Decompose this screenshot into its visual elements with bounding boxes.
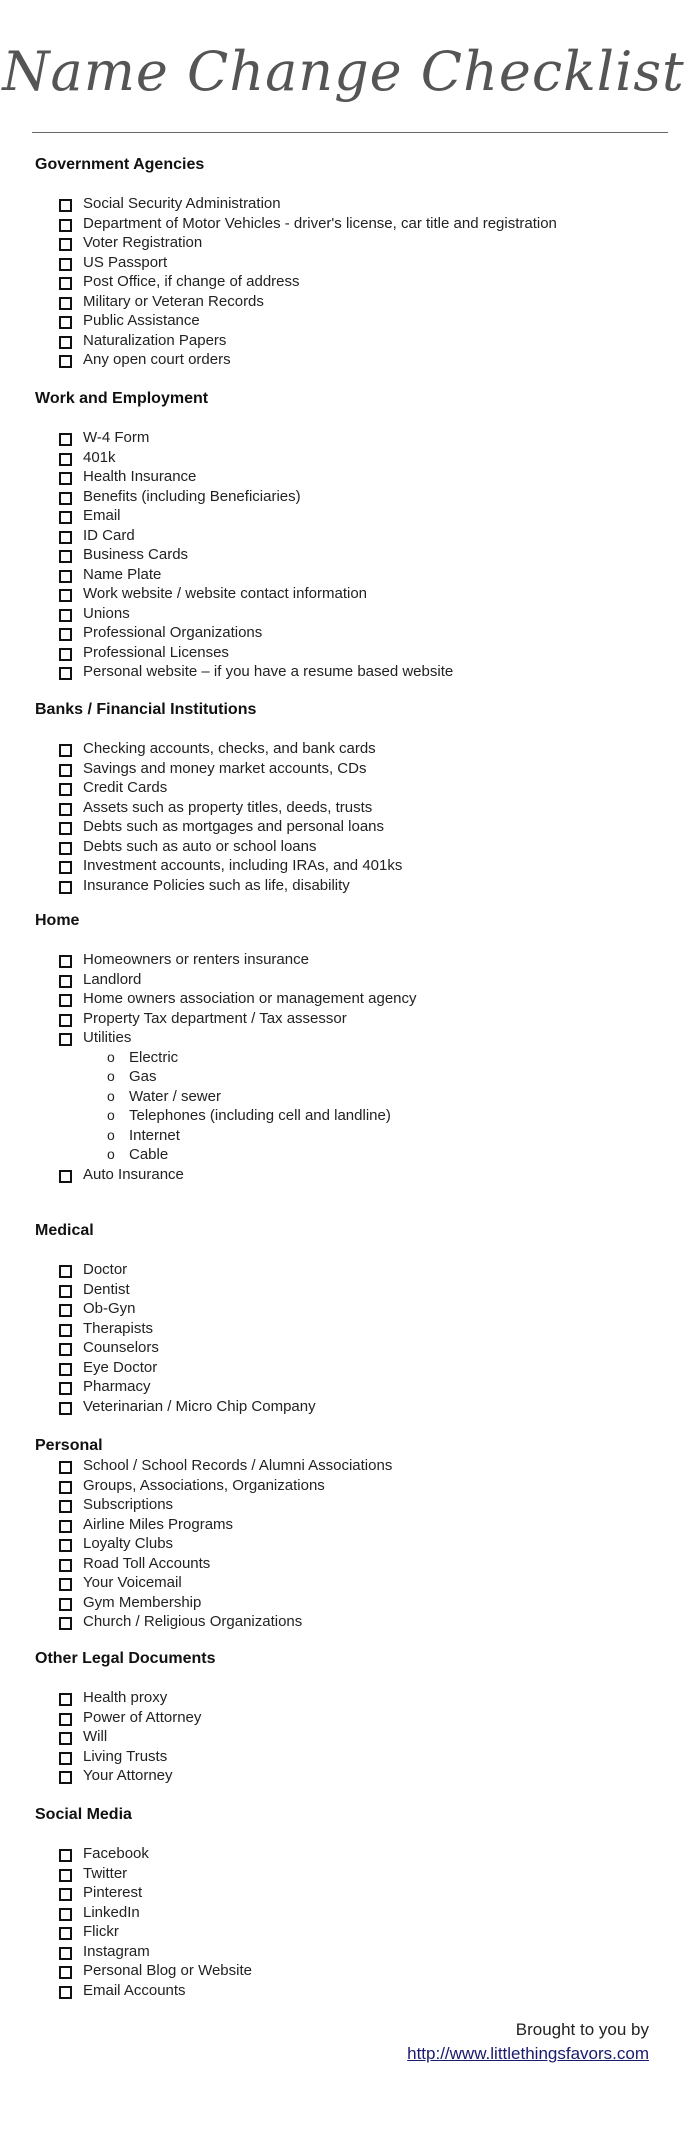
checkbox-icon[interactable] <box>59 511 72 524</box>
item-label: Business Cards <box>83 546 189 563</box>
section-heading: Banks / Financial Institutions <box>35 701 257 718</box>
item-label: W-4 Form <box>83 429 150 446</box>
item-label: Internet <box>129 1126 180 1144</box>
item-label: Therapists <box>83 1319 154 1337</box>
item-label: Groups, Associations, Organizations <box>83 1476 325 1494</box>
item-label: Debts such as mortgages and personal loans <box>83 818 385 835</box>
sub-list-item <box>35 1048 675 1068</box>
checkbox-icon[interactable] <box>59 783 72 796</box>
checklist-item[interactable] <box>35 1280 675 1300</box>
item-label: Your Voicemail <box>83 1574 182 1591</box>
checkbox-icon[interactable] <box>59 199 72 212</box>
checklist-item[interactable] <box>35 1864 675 1884</box>
checkbox-icon[interactable] <box>59 1343 72 1356</box>
checklist-item[interactable] <box>35 1260 675 1280</box>
checklist-item[interactable] <box>35 1397 675 1417</box>
checklist-item[interactable] <box>35 1981 675 2001</box>
section-heading: Medical <box>35 1222 94 1239</box>
section-heading: Social Media <box>35 1806 132 1823</box>
item-label: Telephones (including cell and landline) <box>129 1107 391 1124</box>
checklist-item[interactable] <box>35 759 675 779</box>
checkbox-icon[interactable] <box>59 1888 72 1901</box>
checklist-item[interactable] <box>35 350 675 370</box>
checklist-item[interactable] <box>35 194 675 214</box>
item-label: Email Accounts <box>83 1981 186 1999</box>
item-label: Voter Registration <box>83 234 203 251</box>
checkbox-icon[interactable] <box>59 881 72 894</box>
item-label: Church / Religious Organizations <box>83 1613 303 1630</box>
item-label: Home owners association or management agency <box>83 990 417 1007</box>
checklist-item[interactable] <box>35 643 675 663</box>
item-label: Name Plate <box>83 565 162 583</box>
item-label: LinkedIn <box>83 1903 140 1921</box>
item-label: Will <box>83 1728 108 1745</box>
checkbox-icon[interactable] <box>59 994 72 1007</box>
item-label: Naturalization Papers <box>83 331 227 349</box>
checklist-item[interactable] <box>35 856 675 876</box>
item-label: Unions <box>83 604 130 622</box>
checklist-item[interactable] <box>35 1708 675 1728</box>
item-label: Utilities <box>83 1029 132 1046</box>
item-label: Pinterest <box>83 1884 143 1901</box>
checkbox-icon[interactable] <box>59 1539 72 1552</box>
checklist-item[interactable] <box>35 989 675 1009</box>
section-home <box>35 911 675 1184</box>
checkbox-icon[interactable] <box>59 1520 72 1533</box>
checklist-items <box>35 1688 675 1786</box>
brought-by-text: Brought to you by <box>515 2020 649 2039</box>
checkbox-icon[interactable] <box>59 861 72 874</box>
checklist-item[interactable] <box>35 1573 675 1593</box>
checkbox-icon[interactable] <box>59 336 72 349</box>
checkbox-icon[interactable] <box>59 1927 72 1940</box>
item-label: Doctor <box>83 1261 128 1278</box>
checklist-item[interactable] <box>35 1844 675 1864</box>
checkbox-icon[interactable] <box>59 1693 72 1706</box>
item-label: Credit Cards <box>83 779 168 796</box>
sub-list-item <box>35 1106 675 1126</box>
item-label: Public Assistance <box>83 312 200 329</box>
checkbox-icon[interactable] <box>59 1713 72 1726</box>
section-medical <box>35 1221 675 1416</box>
item-label: Property Tax department / Tax assessor <box>83 1009 347 1027</box>
checklist-item[interactable] <box>35 272 675 292</box>
item-label: Department of Motor Vehicles - driver's license, car title and registration <box>83 214 557 232</box>
item-label: Any open court orders <box>83 351 231 368</box>
checklist-items <box>35 1260 675 1416</box>
checklist-item[interactable] <box>35 1688 675 1708</box>
item-label: Road Toll Accounts <box>83 1554 211 1572</box>
sub-list-item <box>35 1087 675 1107</box>
checklist-item[interactable] <box>35 817 675 837</box>
checklist-item[interactable] <box>35 1942 675 1962</box>
item-label: Work website / website contact information <box>83 585 368 602</box>
checklist-item[interactable] <box>35 1612 675 1632</box>
checklist-item[interactable] <box>35 487 675 507</box>
divider <box>32 132 668 133</box>
checkbox-icon[interactable] <box>59 1869 72 1882</box>
bullet-circle-icon: o <box>107 1126 115 1143</box>
checkbox-icon[interactable] <box>59 219 72 232</box>
checkbox-icon[interactable] <box>59 744 72 757</box>
checklist-item[interactable] <box>35 584 675 604</box>
section-other-legal-documents <box>35 1649 675 1786</box>
page-title: Name Change Checklist <box>2 40 685 103</box>
checkbox-icon[interactable] <box>59 1966 72 1979</box>
checkbox-icon[interactable] <box>59 1500 72 1513</box>
footer <box>407 2018 649 2066</box>
item-label: School / School Records / Alumni Associations <box>83 1457 393 1474</box>
item-label: Dentist <box>83 1280 130 1298</box>
bullet-circle-icon: o <box>107 1107 115 1123</box>
checklist-item[interactable] <box>35 253 675 273</box>
item-label: Eye Doctor <box>83 1358 158 1376</box>
checklist-item[interactable] <box>35 1476 675 1496</box>
checklist-item[interactable] <box>35 662 675 682</box>
item-label: Homeowners or renters insurance <box>83 951 309 968</box>
checkbox-icon[interactable] <box>59 1382 72 1395</box>
section-heading: Government Agencies <box>35 156 205 173</box>
item-label: Facebook <box>83 1845 149 1862</box>
checkbox-icon[interactable] <box>59 1947 72 1960</box>
item-label: Loyalty Clubs <box>83 1535 174 1552</box>
checkbox-icon[interactable] <box>59 1402 72 1415</box>
checklist-item[interactable] <box>35 950 675 970</box>
checkbox-icon[interactable] <box>59 1324 72 1337</box>
bullet-circle-icon: o <box>107 1068 115 1084</box>
checklist-item[interactable] <box>35 292 675 312</box>
checklist-item[interactable] <box>35 526 675 546</box>
checkbox-icon[interactable] <box>59 258 72 271</box>
checkbox-icon[interactable] <box>59 648 72 661</box>
section-government-agencies <box>35 155 675 370</box>
checkbox-icon[interactable] <box>59 1617 72 1630</box>
checkbox-icon[interactable] <box>59 1752 72 1765</box>
bullet-circle-icon: o <box>107 1146 115 1162</box>
section-work-and-employment <box>35 389 675 682</box>
item-label: Your Attorney <box>83 1767 173 1784</box>
checklist-items <box>35 1844 675 2000</box>
checkbox-icon[interactable] <box>59 1363 72 1376</box>
item-label: Twitter <box>83 1864 128 1882</box>
checkbox-icon[interactable] <box>59 1481 72 1494</box>
item-label: ID Card <box>83 526 135 544</box>
item-label: Living Trusts <box>83 1747 168 1765</box>
item-label: Insurance Policies such as life, disability <box>83 876 350 894</box>
item-label: 401k <box>83 448 116 466</box>
item-label: Landlord <box>83 970 142 988</box>
checkbox-icon[interactable] <box>59 550 72 563</box>
section-heading: Home <box>35 912 80 929</box>
item-label: Checking accounts, checks, and bank cards <box>83 740 376 757</box>
item-label: Military or Veteran Records <box>83 292 264 310</box>
bullet-circle-icon: o <box>107 1087 115 1104</box>
checklist-item[interactable] <box>35 876 675 896</box>
checklist-item[interactable] <box>35 545 675 565</box>
checkbox-icon[interactable] <box>59 822 72 835</box>
checkbox-icon[interactable] <box>59 1285 72 1298</box>
checklist-item[interactable] <box>35 739 675 759</box>
item-label: Instagram <box>83 1942 150 1960</box>
checkbox-icon[interactable] <box>59 1732 72 1745</box>
item-label: Auto Insurance <box>83 1165 184 1183</box>
checklist-item[interactable] <box>35 1593 675 1613</box>
checklist-items <box>35 739 675 895</box>
item-label: Gym Membership <box>83 1593 202 1611</box>
item-label: Ob-Gyn <box>83 1300 136 1317</box>
checklist-item[interactable] <box>35 233 675 253</box>
item-label: Benefits (including Beneficiaries) <box>83 487 301 505</box>
checklist-item[interactable] <box>35 623 675 643</box>
checklist-items <box>35 428 675 682</box>
bullet-circle-icon: o <box>107 1048 115 1065</box>
checkbox-icon[interactable] <box>59 492 72 505</box>
checklist-item[interactable] <box>35 1299 675 1319</box>
checklist-item[interactable] <box>35 1922 675 1942</box>
checkbox-icon[interactable] <box>59 316 72 329</box>
item-label: Counselors <box>83 1339 159 1356</box>
item-label: Flickr <box>83 1923 119 1940</box>
checkbox-icon[interactable] <box>59 955 72 968</box>
checklist-item[interactable] <box>35 467 675 487</box>
item-label: Water / sewer <box>129 1087 221 1105</box>
checkbox-icon[interactable] <box>59 975 72 988</box>
checklist-items <box>35 950 675 1184</box>
item-label: Assets such as property titles, deeds, trusts <box>83 798 373 816</box>
checklist-item[interactable] <box>35 778 675 798</box>
checkbox-icon[interactable] <box>59 764 72 777</box>
checklist-item[interactable] <box>35 1883 675 1903</box>
checkbox-icon[interactable] <box>59 570 72 583</box>
item-label: Health proxy <box>83 1689 168 1706</box>
checklist-item[interactable] <box>35 1377 675 1397</box>
checkbox-icon[interactable] <box>59 1559 72 1572</box>
checklist-item[interactable] <box>35 1747 675 1767</box>
checklist-item[interactable] <box>35 1338 675 1358</box>
sub-list-item <box>35 1126 675 1146</box>
checklist-item[interactable] <box>35 311 675 331</box>
checklist-item[interactable] <box>35 837 675 857</box>
checkbox-icon[interactable] <box>59 355 72 368</box>
item-label: US Passport <box>83 253 168 271</box>
checkbox-icon[interactable] <box>59 531 72 544</box>
checklist-item[interactable] <box>35 1727 675 1747</box>
checklist-item[interactable] <box>35 448 675 468</box>
checklist-item[interactable] <box>35 1358 675 1378</box>
item-label: Veterinarian / Micro Chip Company <box>83 1397 316 1415</box>
checkbox-icon[interactable] <box>59 1461 72 1474</box>
checklist-item[interactable] <box>35 1534 675 1554</box>
item-label: Professional Organizations <box>83 624 263 641</box>
item-label: Cable <box>129 1146 169 1163</box>
checklist-item[interactable] <box>35 1165 675 1185</box>
sub-list-item <box>35 1067 675 1087</box>
checkbox-icon[interactable] <box>59 238 72 251</box>
checkbox-icon[interactable] <box>59 589 72 602</box>
checkbox-icon[interactable] <box>59 1986 72 1999</box>
checkbox-icon[interactable] <box>59 667 72 680</box>
checkbox-icon[interactable] <box>59 609 72 622</box>
item-label: Savings and money market accounts, CDs <box>83 759 367 777</box>
checklist-item[interactable] <box>35 970 675 990</box>
checklist-item[interactable] <box>35 214 675 234</box>
item-label: Electric <box>129 1048 179 1066</box>
item-label: Airline Miles Programs <box>83 1515 234 1533</box>
checklist-item[interactable] <box>35 1456 675 1476</box>
checkbox-icon[interactable] <box>59 803 72 816</box>
section-heading: Work and Employment <box>35 390 209 407</box>
checkbox-icon[interactable] <box>59 297 72 310</box>
checkbox-icon[interactable] <box>59 433 72 446</box>
section-heading: Personal <box>35 1437 103 1454</box>
item-label: Professional Licenses <box>83 643 229 661</box>
item-label: Pharmacy <box>83 1378 151 1395</box>
checklist-item[interactable] <box>35 1515 675 1535</box>
checklist-item[interactable] <box>35 1766 675 1786</box>
checklist-item[interactable] <box>35 1495 675 1515</box>
checklist-items <box>35 194 675 370</box>
item-label: Email <box>83 507 121 524</box>
checkbox-icon[interactable] <box>59 1033 72 1046</box>
checklist-item[interactable] <box>35 506 675 526</box>
checklist-item[interactable] <box>35 331 675 351</box>
checklist-item[interactable] <box>35 1028 675 1048</box>
checkbox-icon[interactable] <box>59 1170 72 1183</box>
item-label: Investment accounts, including IRAs, and 401ks <box>83 857 403 874</box>
item-label: Personal Blog or Website <box>83 1962 252 1979</box>
checklist-item[interactable] <box>35 1903 675 1923</box>
checklist-items <box>35 1456 675 1632</box>
checklist-item[interactable] <box>35 604 675 624</box>
section-banks-financial-institutions <box>35 700 675 895</box>
checklist-item[interactable] <box>35 565 675 585</box>
checkbox-icon[interactable] <box>59 1598 72 1611</box>
item-label: Social Security Administration <box>83 195 281 212</box>
section-social-media <box>35 1805 675 2000</box>
checkbox-icon[interactable] <box>59 1908 72 1921</box>
checkbox-icon[interactable] <box>59 628 72 641</box>
item-label: Post Office, if change of address <box>83 273 300 290</box>
checkbox-icon[interactable] <box>59 1771 72 1784</box>
checkbox-icon[interactable] <box>59 472 72 485</box>
item-label: Gas <box>129 1068 157 1085</box>
checklist-item[interactable] <box>35 1554 675 1574</box>
checklist-item[interactable] <box>35 428 675 448</box>
sub-list-item <box>35 1145 675 1165</box>
checklist-item[interactable] <box>35 1961 675 1981</box>
item-label: Power of Attorney <box>83 1708 202 1726</box>
item-label: Subscriptions <box>83 1496 174 1513</box>
checklist-item[interactable] <box>35 1319 675 1339</box>
checkbox-icon[interactable] <box>59 842 72 855</box>
checkbox-icon[interactable] <box>59 1849 72 1862</box>
checkbox-icon[interactable] <box>59 1265 72 1278</box>
checkbox-icon[interactable] <box>59 453 72 466</box>
checkbox-icon[interactable] <box>59 1578 72 1591</box>
item-label: Personal website – if you have a resume based website <box>83 663 454 680</box>
checkbox-icon[interactable] <box>59 277 72 290</box>
checkbox-icon[interactable] <box>59 1304 72 1317</box>
section-heading: Other Legal Documents <box>35 1650 216 1667</box>
checkbox-icon[interactable] <box>59 1014 72 1027</box>
website-link[interactable]: http://www.littlethingsfavors.com <box>407 2044 649 2063</box>
checklist-item[interactable] <box>35 798 675 818</box>
item-label: Debts such as auto or school loans <box>83 837 317 855</box>
section-personal <box>35 1436 675 1632</box>
checklist-item[interactable] <box>35 1009 675 1029</box>
item-label: Health Insurance <box>83 468 197 485</box>
